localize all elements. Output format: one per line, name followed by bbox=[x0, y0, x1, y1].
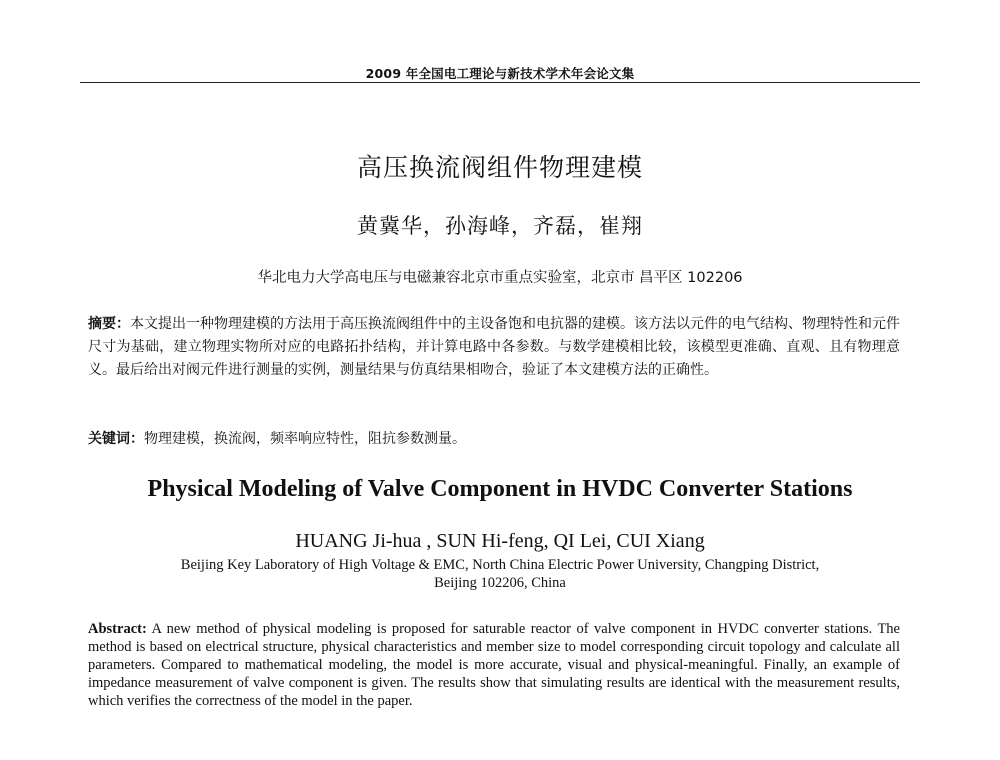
chinese-keywords bbox=[88, 428, 900, 448]
english-affiliation bbox=[96, 556, 904, 592]
chinese-keywords-label: 关键词： bbox=[88, 431, 144, 447]
chinese-abstract bbox=[88, 313, 900, 382]
chinese-abstract-text: 本文提出一种物理建模的方法用于高压换流阀组件中的主设备饱和电抗器的建模。该方法以元件的电气结构、物理特性和元件尺寸为基础，建立物理实物所对应的电路拓扑结构，并计算电路中各参数。与数学建模相比较，该模型更准确、直观、且有物理意义。最后给出对阀元件进行测量的实例，测量结果与仿真结果相吻合，验证了本文建模方法的正确性。 bbox=[88, 316, 900, 378]
english-authors: HUANG Ji-hua , SUN Hi-feng, QI Lei, CUI Xiang bbox=[295, 530, 705, 552]
chinese-abstract-label: 摘要： bbox=[88, 316, 130, 332]
english-affiliation-line-1: Beijing Key Laboratory of High Voltage & EMC, North China Electric Power University, Changping District, bbox=[180, 557, 820, 573]
english-affiliation-line-2: Beijing 102206, China bbox=[434, 575, 566, 591]
english-title: Physical Modeling of Valve Component in HVDC Converter Stations bbox=[147, 476, 853, 502]
english-abstract-label: Abstract: bbox=[88, 621, 147, 637]
chinese-title: 高压换流阀组件物理建模 bbox=[356, 153, 643, 182]
running-head: 2009 年全国电工理论与新技术学术年会论文集 bbox=[365, 66, 635, 81]
header-rule bbox=[80, 82, 920, 83]
chinese-affiliation: 华北电力大学高电压与电磁兼容北京市重点实验室，北京市 昌平区 102206 bbox=[257, 270, 743, 286]
english-abstract-text: A new method of physical modeling is proposed for saturable reactor of valve component in HVDC converter stations. The method is based on electrical structure, physical characteristics and member size to model corresponding circuit topology and calculate all parameters. Compared to mathematical modeling, the model is more accurate, visual and physical-meaningful. Finally, an example of impedance measurement of valve component is given. The results show that simulating results are identical with the measurement results, which verifies the correctness of the model in the paper. bbox=[88, 621, 900, 709]
chinese-authors: 黄冀华，孙海峰，齐磊，崔翔 bbox=[357, 214, 643, 238]
english-abstract bbox=[88, 620, 900, 710]
chinese-keywords-text: 物理建模，换流阀，频率响应特性，阻抗参数测量。 bbox=[144, 431, 466, 447]
